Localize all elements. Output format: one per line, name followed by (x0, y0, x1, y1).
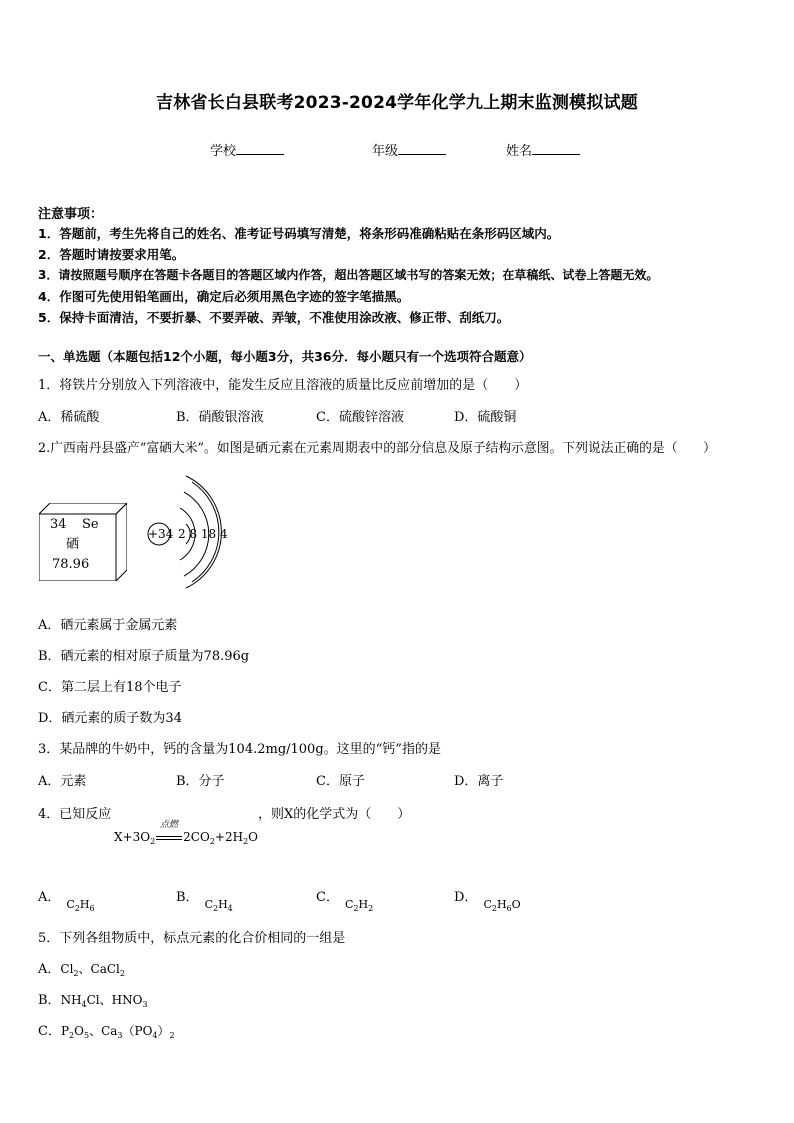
question-3-stem: 3．某品牌的牛奶中，钙的含量为104.2mg/100g。这里的“钙”指的是 (38, 742, 441, 757)
school-blank[interactable] (236, 142, 284, 155)
reaction-condition: 点燃 (160, 820, 179, 830)
q5-option-c[interactable]: C．$P_2O_5$、$Ca_3(PO_4)_2$ (38, 1024, 175, 1040)
atomic-mass: 78.96 (52, 557, 90, 572)
note-item: 5．保持卡面清洁，不要折暴、不要弄破、弄皱，不准使用涂改液、修正带、刮纸刀。 (38, 310, 510, 325)
note-item: 3．请按照题号顺序在答题卡各题目的答题区域内作答，超出答题区域书写的答案无效；在草稿纸、试卷上答题无效。 (38, 268, 659, 282)
q2-option-d[interactable]: D．硒元素的质子数为34 (38, 711, 182, 726)
q3-option-a[interactable]: A．元素 (38, 774, 87, 789)
electron-shells: 2 8 18 4 (178, 527, 228, 541)
notes-heading: 注意事项： (38, 207, 104, 222)
page-title: 吉林省长白县联考2023-2024学年化学九上期末监测模拟试题 (156, 93, 638, 113)
name-field[interactable] (506, 140, 580, 159)
q2-option-c[interactable]: C．第二层上有18个电子 (38, 680, 182, 695)
grade-blank[interactable] (398, 142, 446, 155)
element-name: 硒 (66, 537, 80, 552)
atomic-number: 34 (50, 517, 67, 532)
note-item: 4．作图可先使用铅笔画出，确定后必须用黑色字迹的签字笔描黑。 (38, 289, 410, 304)
name-label: 姓名 (506, 144, 533, 159)
question-4-stem-end: ，则X的化学式为（ ） (258, 807, 411, 822)
school-field[interactable] (210, 140, 284, 159)
q3-option-c[interactable]: C．原子 (316, 774, 365, 789)
question-1-stem: 1．将铁片分别放入下列溶液中，能发生反应且溶液的质量比反应前增加的是（ ） (38, 378, 528, 393)
q4-option-b[interactable]: B． $_{C_2H_4}$ (176, 890, 233, 913)
element-symbol: Se (82, 517, 99, 532)
q5-option-a[interactable]: A．$Cl_2$、CaCl$_2$ (38, 962, 125, 978)
grade-field[interactable] (372, 140, 446, 159)
q1-option-b[interactable]: B．硝酸银溶液 (176, 410, 264, 425)
q1-option-a[interactable]: A．稀硫酸 (38, 410, 100, 425)
question-5-stem: 5．下列各组物质中，标点元素的化合价相同的一组是 (38, 931, 346, 946)
q4-option-c[interactable]: C． $_{C_2H_2}$ (316, 890, 374, 913)
q1-option-d[interactable]: D．硫酸铜 (454, 410, 517, 425)
school-label: 学校 (210, 144, 237, 159)
q2-option-a[interactable]: A．硒元素属于金属元素 (38, 618, 178, 633)
q3-option-b[interactable]: B．分子 (176, 774, 225, 789)
q3-option-d[interactable]: D．离子 (454, 774, 504, 789)
q1-option-c[interactable]: C．硫酸锌溶液 (316, 410, 404, 425)
note-item: 2．答题时请按要求用笔。 (38, 247, 185, 262)
question-2-stem: 2.广西南丹县盛产“富硒大米”。如图是硒元素在元素周期表中的部分信息及原子结构示意图。下列说法正确的是（ ） (38, 441, 716, 456)
grade-label: 年级 (372, 144, 399, 159)
question-4-stem-start: 4．已知反应 (38, 807, 112, 822)
name-blank[interactable] (532, 142, 580, 155)
note-item: 1．答题前，考生先将自己的姓名、准考证号码填写清楚，将条形码准确粘贴在条形码区域内。 (38, 226, 560, 241)
q4-option-a[interactable]: A． $_{C_2H_6}$ (38, 890, 95, 913)
q5-option-b[interactable]: B．$NH_4Cl$、$HNO_3$ (38, 993, 148, 1009)
q4-option-d[interactable]: D． $_{C_2H_6O}$ (454, 890, 521, 913)
section-heading: 一、单选题（本题包括12个小题，每小题3分，共36分．每小题只有一个选项符合题意） (38, 349, 532, 364)
reaction-equation: $X+3O_2$ $2CO_2+2H_2O$ (114, 830, 259, 846)
nucleus-charge: +34 (148, 527, 174, 541)
q2-option-b[interactable]: B．硒元素的相对原子质量为78.96g (38, 649, 250, 664)
